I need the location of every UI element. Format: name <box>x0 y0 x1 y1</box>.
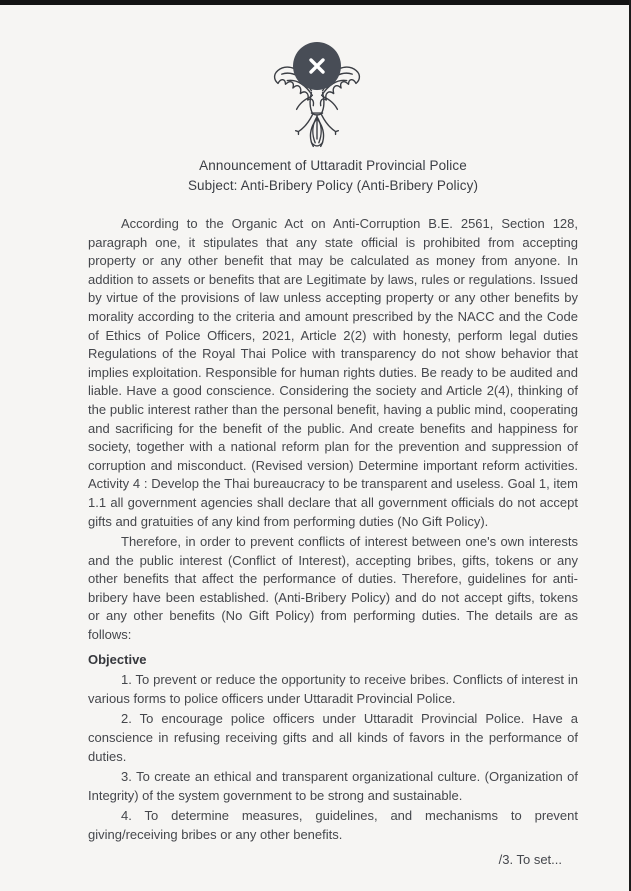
objective-heading: Objective <box>88 651 147 667</box>
objective-item: 3. To create an ethical and transparent organizational culture. (Organization of Integrity) of the system government to be strong and sustainable. <box>88 769 578 803</box>
document-body <box>88 215 578 869</box>
document-title: Announcement of Uttaradit Provincial Police <box>199 158 467 173</box>
objective-item: 2. To encourage police officers under Uttaradit Provincial Police. Have a conscience in refusing receiving gifts and all kinds of favors in the performance of duties. <box>88 711 578 764</box>
close-button[interactable] <box>293 42 341 90</box>
body-paragraph: According to the Organic Act on Anti-Corruption B.E. 2561, Section 128, paragraph one, it stipulates that any state official is prohibited from accepting property or any other benefit that may be calculated as money from anyone. In addition to assets or benefits that are Legitimate by laws, rules or regulations. Issued by virtue of the provisions of law unless accepting property or any other benefits by morality according to the criteria and amount prescribed by the NACC and the Code of Ethics of Police Officers, 2021, Article 2(2) with honesty, perform legal duties Regulations of the Royal Thai Police with transparency do not show behavior that implies exploitation. Responsible for human rights duties. Be ready to be audited and liable. Have a good conscience. Considering the society and Article 2(4), thinking of the public interest rather than the personal benefit, having a public mind, cooperating and sacrificing for the benefit of the public. And create benefits and happiness for society, together with a national reform plan for the prevention and suppression of corruption and misconduct. (Revised version) Determine important reform activities. Activity 4 : Develop the Thai bureaucracy to be transparent and useless. Goal 1, item 1.1 all government agencies shall declare that all government officials do not accept gifts and gratuities of any kind from performing duties (No Gift Policy). <box>88 216 578 529</box>
viewer-frame-top <box>0 0 631 5</box>
document-subject: Subject: Anti-Bribery Policy (Anti-Bribery Policy) <box>187 178 479 193</box>
objective-item: 4. To determine measures, guidelines, and mechanisms to prevent giving/receiving bribes or any other benefits. <box>88 808 578 842</box>
close-icon <box>305 54 329 78</box>
document-header <box>88 156 578 196</box>
continuation-note: /3. To set... <box>498 851 562 867</box>
body-paragraph: Therefore, in order to prevent conflicts of interest between one's own interests and the public interest (Conflict of Interest), accepting bribes, gifts, tokens or any other benefits that affect the performance of duties. Therefore, guidelines for anti-bribery have been established. (Anti-Bribery Policy) and do not accept gifts, tokens or any other benefits (No Gift Policy) from performing duties. The details are as follows: <box>88 534 578 643</box>
objective-item: 1. To prevent or reduce the opportunity to receive bribes. Conflicts of interest in various forms to police officers under Uttaradit Provincial Police. <box>88 672 578 706</box>
